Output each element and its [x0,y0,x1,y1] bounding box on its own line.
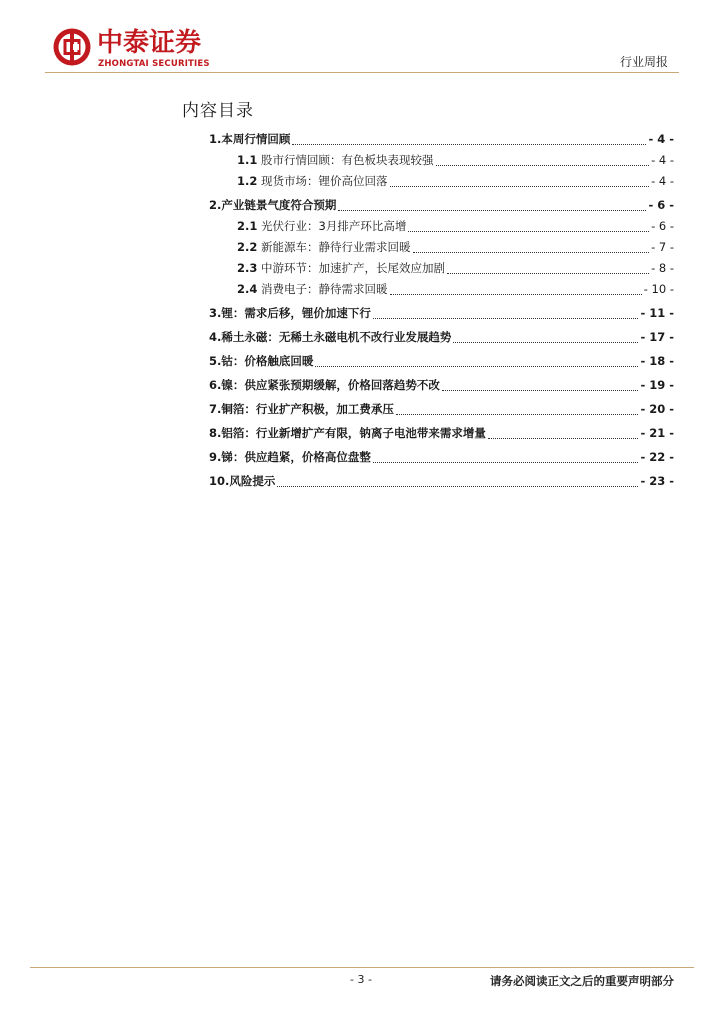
toc-entry[interactable] [209,399,674,420]
toc-entry[interactable] [209,447,674,468]
toc-entry-page: - 10 - [643,282,674,296]
toc-entry-page: - 6 - [651,219,674,233]
toc-entry-number: 5. [209,354,222,368]
toc-entry-page: - 18 - [640,354,674,368]
toc-leader-dots [436,164,650,166]
toc-entry-number: 2.1 [237,219,258,233]
toc-leader-dots [390,293,642,295]
toc-entry-text: 稀土永磁：无稀土永磁电机不改行业发展趋势 [221,330,452,344]
toc-entry[interactable] [209,303,674,324]
toc-entry[interactable] [209,171,674,192]
toc-entry[interactable] [209,258,674,279]
report-type-label: 行业周报 [619,55,668,69]
toc-entry-number: 2.2 [237,240,258,254]
toc-entry-page: - 19 - [640,378,674,392]
toc-entry-number: 2. [209,198,222,212]
toc-entry-text: 镍：供应紧张预期缓解，价格回落趋势不改 [221,378,440,392]
toc-entry[interactable] [209,195,674,216]
toc-entry-page: - 4 - [651,174,674,188]
toc-leader-dots [315,365,638,367]
toc-entry-text: 铝箔：行业新增扩产有限，钠离子电池带来需求增量 [221,426,486,440]
toc-entry-number: 1.2 [237,174,258,188]
toc-entry-number: 3. [209,306,222,320]
toc-entry[interactable] [209,375,674,396]
toc-entry-number: 2.4 [237,282,258,296]
disclaimer-note: 请务必阅读正文之后的重要声明部分 [490,974,674,988]
zhongtai-logo-icon [52,27,92,67]
company-logo [52,27,222,73]
toc-entry-page: - 23 - [640,474,674,488]
toc-entry-text: 锑：供应趋紧，价格高位盘整 [221,450,371,464]
toc-entry-number: 10. [209,474,230,488]
toc-leader-dots [373,461,639,463]
header-divider [45,72,679,73]
toc-entry-text: 锂：需求后移，锂价加速下行 [221,306,371,320]
toc-entry-number: 1. [209,132,222,146]
toc-entry-number: 1.1 [237,153,258,167]
toc-entry-page: - 22 - [640,450,674,464]
toc-entry[interactable] [209,327,674,348]
toc-entry[interactable] [209,423,674,444]
toc-leader-dots [396,413,639,415]
toc-entry[interactable] [209,279,674,300]
toc-entry-number: 7. [209,402,222,416]
toc-leader-dots [338,209,646,211]
toc-leader-dots [488,437,639,439]
logo-chinese-name: 中泰证券 [97,28,202,58]
toc-entry-page: - 8 - [651,261,674,275]
toc-leader-dots [413,251,650,253]
toc-entry[interactable] [209,216,674,237]
toc-leader-dots [453,341,638,343]
toc-entry[interactable] [209,471,674,492]
toc-leader-dots [408,230,649,232]
toc-entry-page: - 11 - [640,306,674,320]
footer-divider [30,967,694,968]
table-of-contents [209,129,674,492]
toc-entry-text: 风险提示 [229,474,276,488]
toc-entry-number: 8. [209,426,222,440]
page-number: - 3 - [350,973,372,986]
toc-entry[interactable] [209,237,674,258]
toc-leader-dots [447,272,649,274]
toc-entry-text: 铜箔：行业扩产积极，加工费承压 [221,402,394,416]
toc-entry-number: 6. [209,378,222,392]
toc-entry-text: 光伏行业：3月排产环比高增 [261,219,407,233]
toc-entry-page: - 7 - [651,240,674,254]
toc-entry-text: 产业链景气度符合预期 [221,198,337,212]
toc-leader-dots [373,317,639,319]
toc-entry-text: 消费电子：静待需求回暖 [261,282,388,296]
toc-entry-text: 新能源车：静待行业需求回暖 [261,240,411,254]
toc-entry[interactable] [209,351,674,372]
toc-title: 内容目录 [182,101,254,121]
toc-entry-text: 本周行情回顾 [221,132,291,146]
toc-leader-dots [292,143,646,145]
toc-entry-text: 中游环节：加速扩产，长尾效应加剧 [261,261,446,275]
toc-entry-number: 4. [209,330,222,344]
toc-entry-text: 现货市场：锂价高位回落 [261,174,388,188]
toc-entry-page: - 4 - [651,153,674,167]
toc-entry-page: - 21 - [640,426,674,440]
toc-leader-dots [390,185,650,187]
logo-english-name: ZHONGTAI SECURITIES [98,59,210,69]
toc-entry-number: 2.3 [237,261,258,275]
toc-entry-text: 股市行情回顾：有色板块表现较强 [261,153,434,167]
toc-entry-page: - 6 - [648,198,674,212]
toc-entry-page: - 20 - [640,402,674,416]
toc-entry[interactable] [209,150,674,171]
toc-entry-page: - 17 - [640,330,674,344]
toc-leader-dots [442,389,639,391]
toc-entry-page: - 4 - [648,132,674,146]
toc-leader-dots [277,485,638,487]
toc-entry-number: 9. [209,450,222,464]
toc-entry[interactable] [209,129,674,150]
toc-entry-text: 钴：价格触底回暖 [221,354,314,368]
